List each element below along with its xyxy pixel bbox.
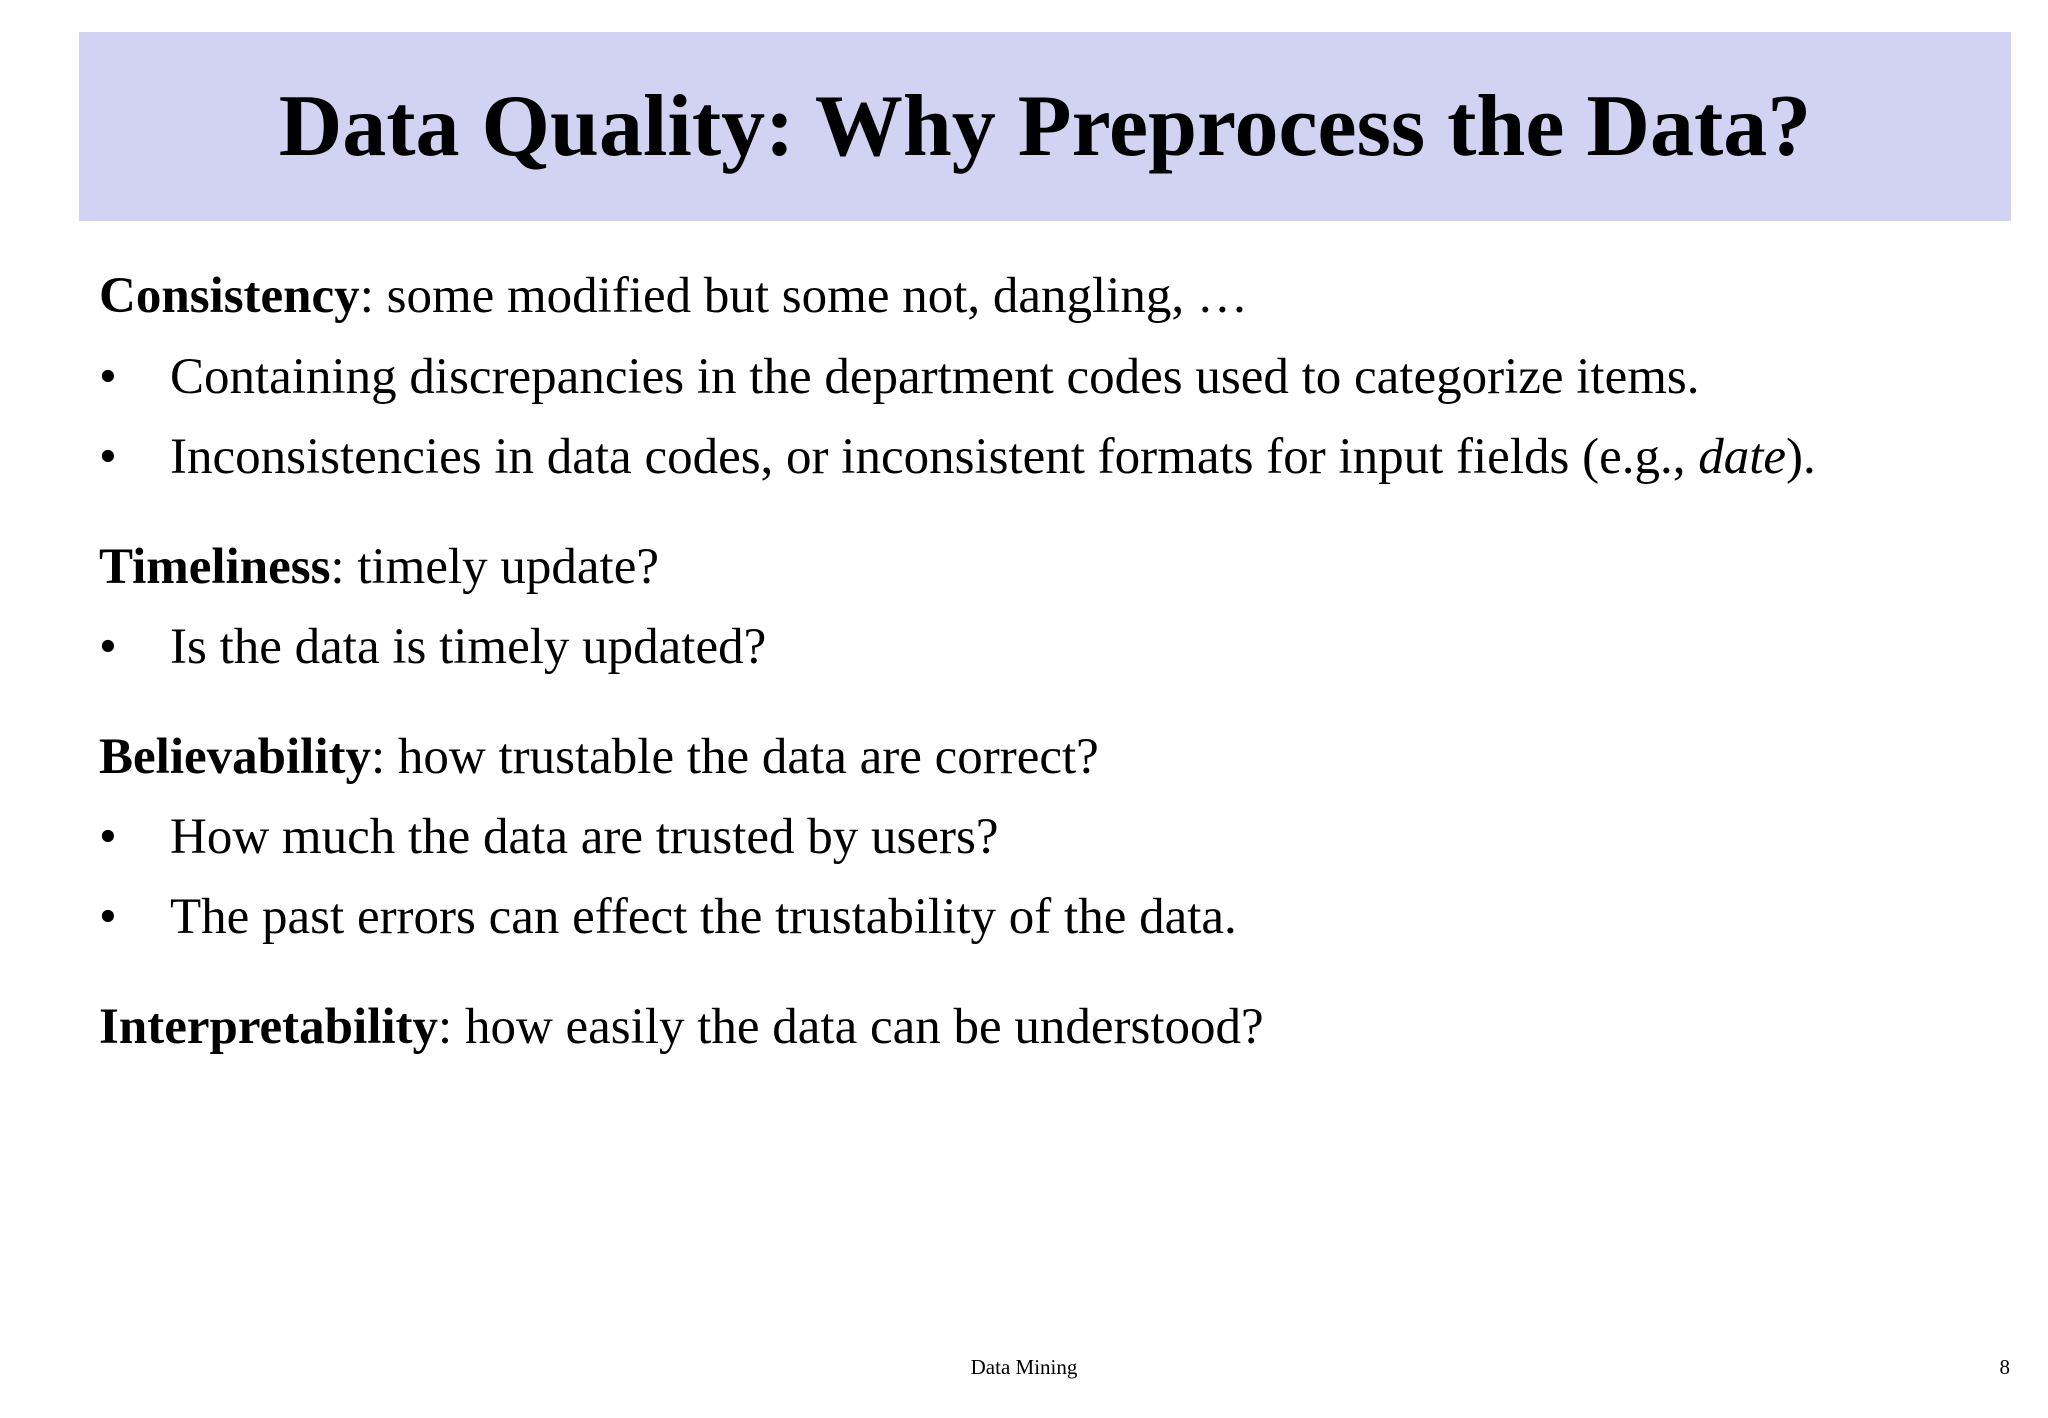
- list-item-text: Is the data is timely updated?: [170, 619, 767, 675]
- list-item-text-part: Inconsistencies in data codes, or inconsistent formats for input fields (e.g.,: [170, 429, 1699, 485]
- list-item-text: How much the data are trusted by users?: [170, 809, 999, 865]
- consistency-heading: [99, 266, 1248, 326]
- believability-heading: [99, 727, 1099, 787]
- title-bar: [79, 32, 2011, 221]
- interpretability-heading: [99, 997, 1264, 1057]
- believability-description: : how trustable the data are correct?: [370, 729, 1099, 785]
- timeliness-description: : timely update?: [330, 539, 659, 595]
- list-item-text-part: ).: [1786, 429, 1816, 485]
- bullet-icon: •: [99, 619, 117, 675]
- interpretability-description: : how easily the data can be understood?: [438, 999, 1264, 1055]
- bullet-icon: •: [99, 429, 117, 485]
- bullet-icon: •: [99, 889, 117, 945]
- bullet-icon: •: [99, 349, 117, 405]
- bullet-icon: •: [99, 809, 117, 865]
- timeliness-term: Timeliness: [99, 539, 331, 595]
- slide-title: Data Quality: Why Preprocess the Data?: [278, 77, 1812, 175]
- list-item-text: Containing discrepancies in the department codes used to categorize items.: [170, 349, 1700, 405]
- footer-title: Data Mining: [970, 1355, 1078, 1379]
- interpretability-term: Interpretability: [99, 999, 439, 1055]
- list-item-text-italic: date: [1698, 429, 1787, 485]
- believability-term: Believability: [99, 729, 371, 785]
- consistency-description: : some modified but some not, dangling, …: [359, 268, 1248, 324]
- consistency-term: Consistency: [99, 268, 360, 324]
- list-item-text: [170, 427, 1816, 487]
- list-item-text: The past errors can effect the trustability of the data.: [170, 889, 1237, 945]
- timeliness-heading: [99, 537, 659, 597]
- page-number: 8: [1999, 1355, 2010, 1379]
